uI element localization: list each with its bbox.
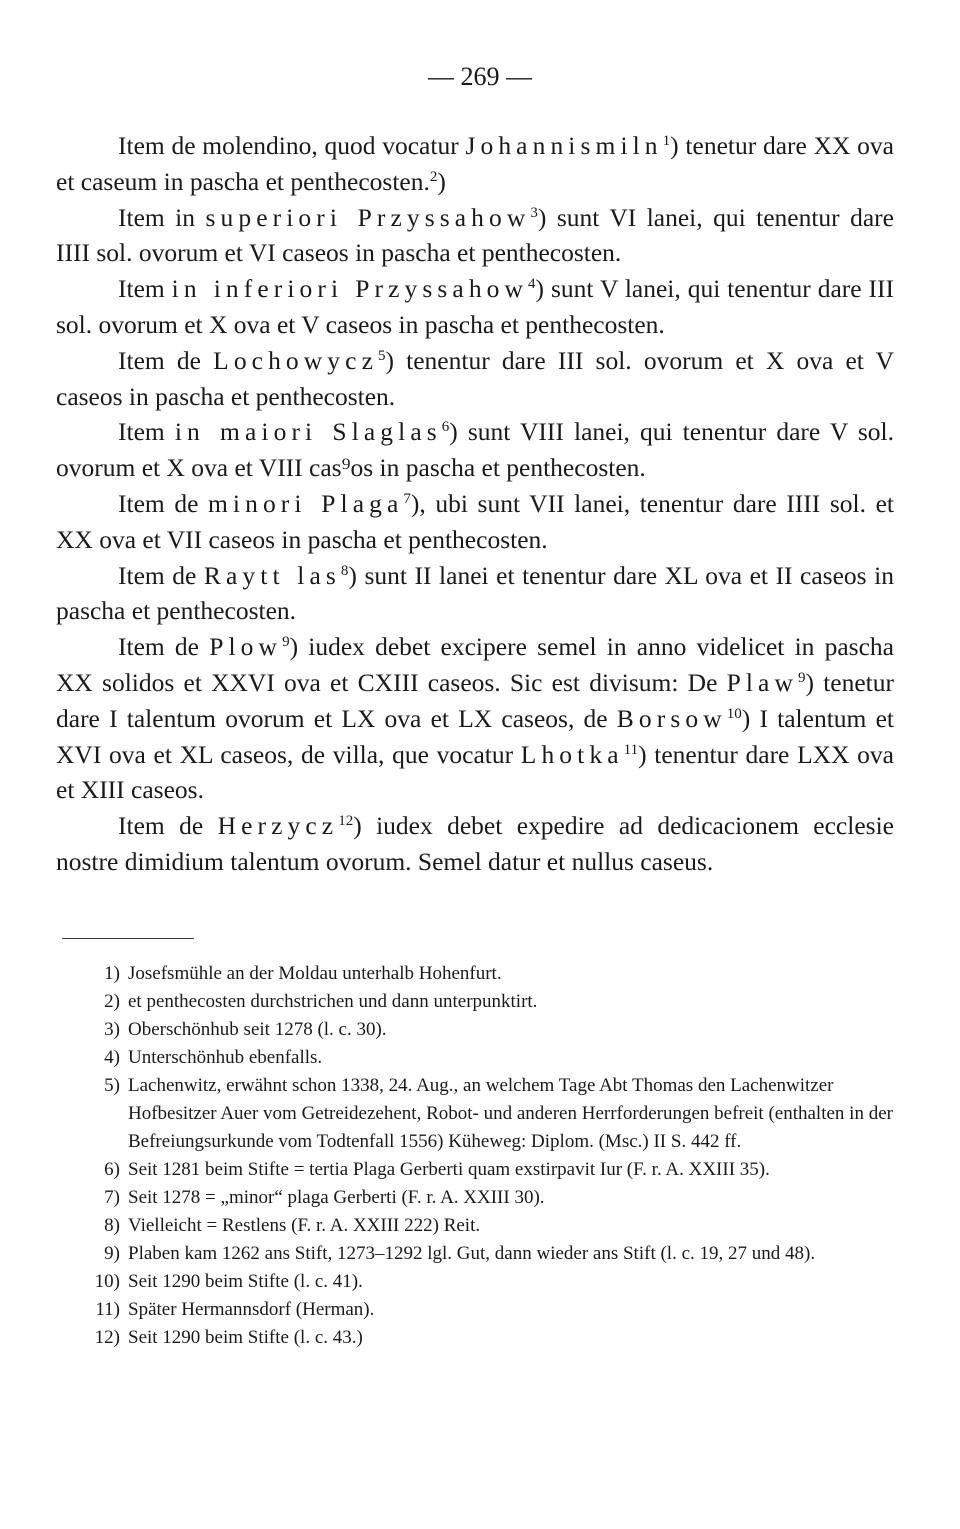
footnote-text: Seit 1290 beim Stifte (l. c. 43.): [128, 1327, 363, 1348]
place-name: Raytt las: [203, 560, 341, 590]
footnote-number: 9): [104, 1243, 120, 1264]
paragraph: Item de Herzycz$^{12}$) iudex debet expedire ad dedicacionem ecclesie nostre dimidium talentum ovorum. Semel datur et nullus caseus.: [56, 811, 894, 876]
place-name: Plaw: [726, 667, 798, 697]
footnote: [84, 1072, 910, 1156]
footnote-number: 8): [104, 1215, 120, 1236]
footnote-text: Seit 1281 beim Stifte = tertia Plaga Gerberti quam exstirpavit Iur (F. r. A. XXIII 35).: [128, 1159, 770, 1180]
footnote-text: et penthecosten durchstrichen und dann unterpunktirt.: [128, 991, 538, 1012]
footnote-number: 2): [104, 991, 120, 1012]
paragraph: Item de Lochowycz$^5$) tenentur dare III sol. ovorum et X ova et V caseos in pascha et penthecosten.: [56, 345, 894, 411]
footnote: [84, 960, 910, 988]
footnote-number: 12): [94, 1327, 120, 1348]
footnote-number: 10): [94, 1271, 120, 1292]
footnote: [84, 1016, 910, 1044]
place-name: Herzycz: [217, 811, 339, 841]
place-name: Johannismiln: [465, 131, 663, 160]
footnote-text: Plaben kam 1262 ans Stift, 1273–1292 lgl. Gut, dann wieder ans Stift (l. c. 19, 27 und 48).: [128, 1243, 816, 1264]
footnote-text: Lachenwitz, erwähnt schon 1338, 24. Aug., an welchem Tage Abt Thomas den Lachenwitzer Hofbesitzer Auer vom Getreidezehent, Robot- und anderen Herrforderungen befreit (enthalten in der Befreiungsurkunde vom Todtenfall 1556) Küheweg: Diplom. (Msc.) II S. 442 ff.: [128, 1075, 893, 1152]
place-name: Borsow: [616, 703, 727, 733]
place-name: Lhotka: [520, 739, 624, 769]
footnote: [84, 1184, 910, 1212]
paragraph: Item in inferiori Przyssahow$^4$) sunt V lanei, qui tenentur dare III sol. ovorum et X ova et V caseos in pascha et penthecosten.: [56, 274, 894, 339]
footnotes: [84, 960, 910, 1352]
page-number: — 269 —: [428, 62, 532, 91]
footnote-number: 5): [104, 1075, 120, 1096]
paragraph: Item in maiori Slaglas$^6$) sunt VIII lanei, qui tenentur dare V sol. ovorum et X ova et VIII cas⁹os in pascha et penthecosten.: [56, 417, 895, 483]
footnote: [84, 1240, 910, 1268]
paragraph: Item de minori Plaga$^7$), ubi sunt VII lanei, tenentur dare IIII sol. et XX ova et VII caseos in pascha et penthecosten.: [56, 488, 894, 554]
footnote-number: 11): [95, 1299, 120, 1320]
footnote: [84, 1044, 910, 1072]
place-name: minori Plaga: [207, 488, 404, 518]
paragraph: Item de Raytt las$^8$) sunt II lanei et tenentur dare XL ova et II caseos in pascha et penthecosten.: [56, 560, 894, 626]
place-name: Plow: [209, 632, 283, 662]
place-name: in inferiori Przyssahow: [171, 274, 529, 304]
footnote-text: Später Hermannsdorf (Herman).: [128, 1299, 375, 1320]
footnote: [84, 1156, 910, 1184]
footnote-number: 6): [104, 1159, 120, 1180]
footnote: [84, 1212, 910, 1240]
place-name: superiori Przyssahow: [205, 202, 531, 232]
footnote-text: Josefsmühle an der Moldau unterhalb Hohenfurt.: [128, 963, 502, 984]
paragraph: Item de Plow$^9$) iudex debet excipere semel in anno videlicet in pascha XX solidos et XXVI ova et CXIII caseos. Sic est divisum: De Plaw$^9$) tenetur dare I talentum ovorum et LX ova et LX caseos, de Borsow$^{10}$) I talentum et XVI ova et XL caseos, de villa, que vocatur Lhotka$^{11}$) tenentur dare LXX ova et XIII caseos.: [56, 632, 894, 805]
footnote-number: 4): [104, 1047, 120, 1068]
place-name: Lochowycz: [213, 345, 378, 375]
footnote: [84, 1296, 910, 1324]
footnote-divider: [62, 938, 194, 939]
footnote-text: Seit 1290 beim Stifte (l. c. 41).: [128, 1271, 363, 1292]
paragraph: Item in superiori Przyssahow$^3$) sunt VI lanei, qui tenentur dare IIII sol. ovorum et VI caseos in pascha et penthecosten.: [56, 202, 894, 268]
footnote: [84, 988, 910, 1016]
footnote-number: 1): [104, 963, 120, 984]
footnote-text: Oberschönhub seit 1278 (l. c. 30).: [128, 1019, 387, 1040]
footnote-number: 7): [104, 1187, 120, 1208]
footnote: [84, 1268, 910, 1296]
footnote-text: Seit 1278 = „minor“ plaga Gerberti (F. r. A. XXIII 30).: [128, 1187, 545, 1208]
footnote-text: Unterschönhub ebenfalls.: [128, 1047, 323, 1068]
paragraph: Item de molendino, quod vocatur Johannismiln$^1$) tenetur dare XX ova et caseum in pascha et penthecosten.$^2$): [56, 131, 894, 196]
footnote-number: 3): [104, 1019, 120, 1040]
place-name: in maiori Slaglas: [174, 417, 442, 447]
main-text: [56, 128, 894, 880]
footnote-text: Vielleicht = Restlens (F. r. A. XXIII 222) Reit.: [128, 1215, 481, 1236]
footnote: [84, 1324, 910, 1352]
